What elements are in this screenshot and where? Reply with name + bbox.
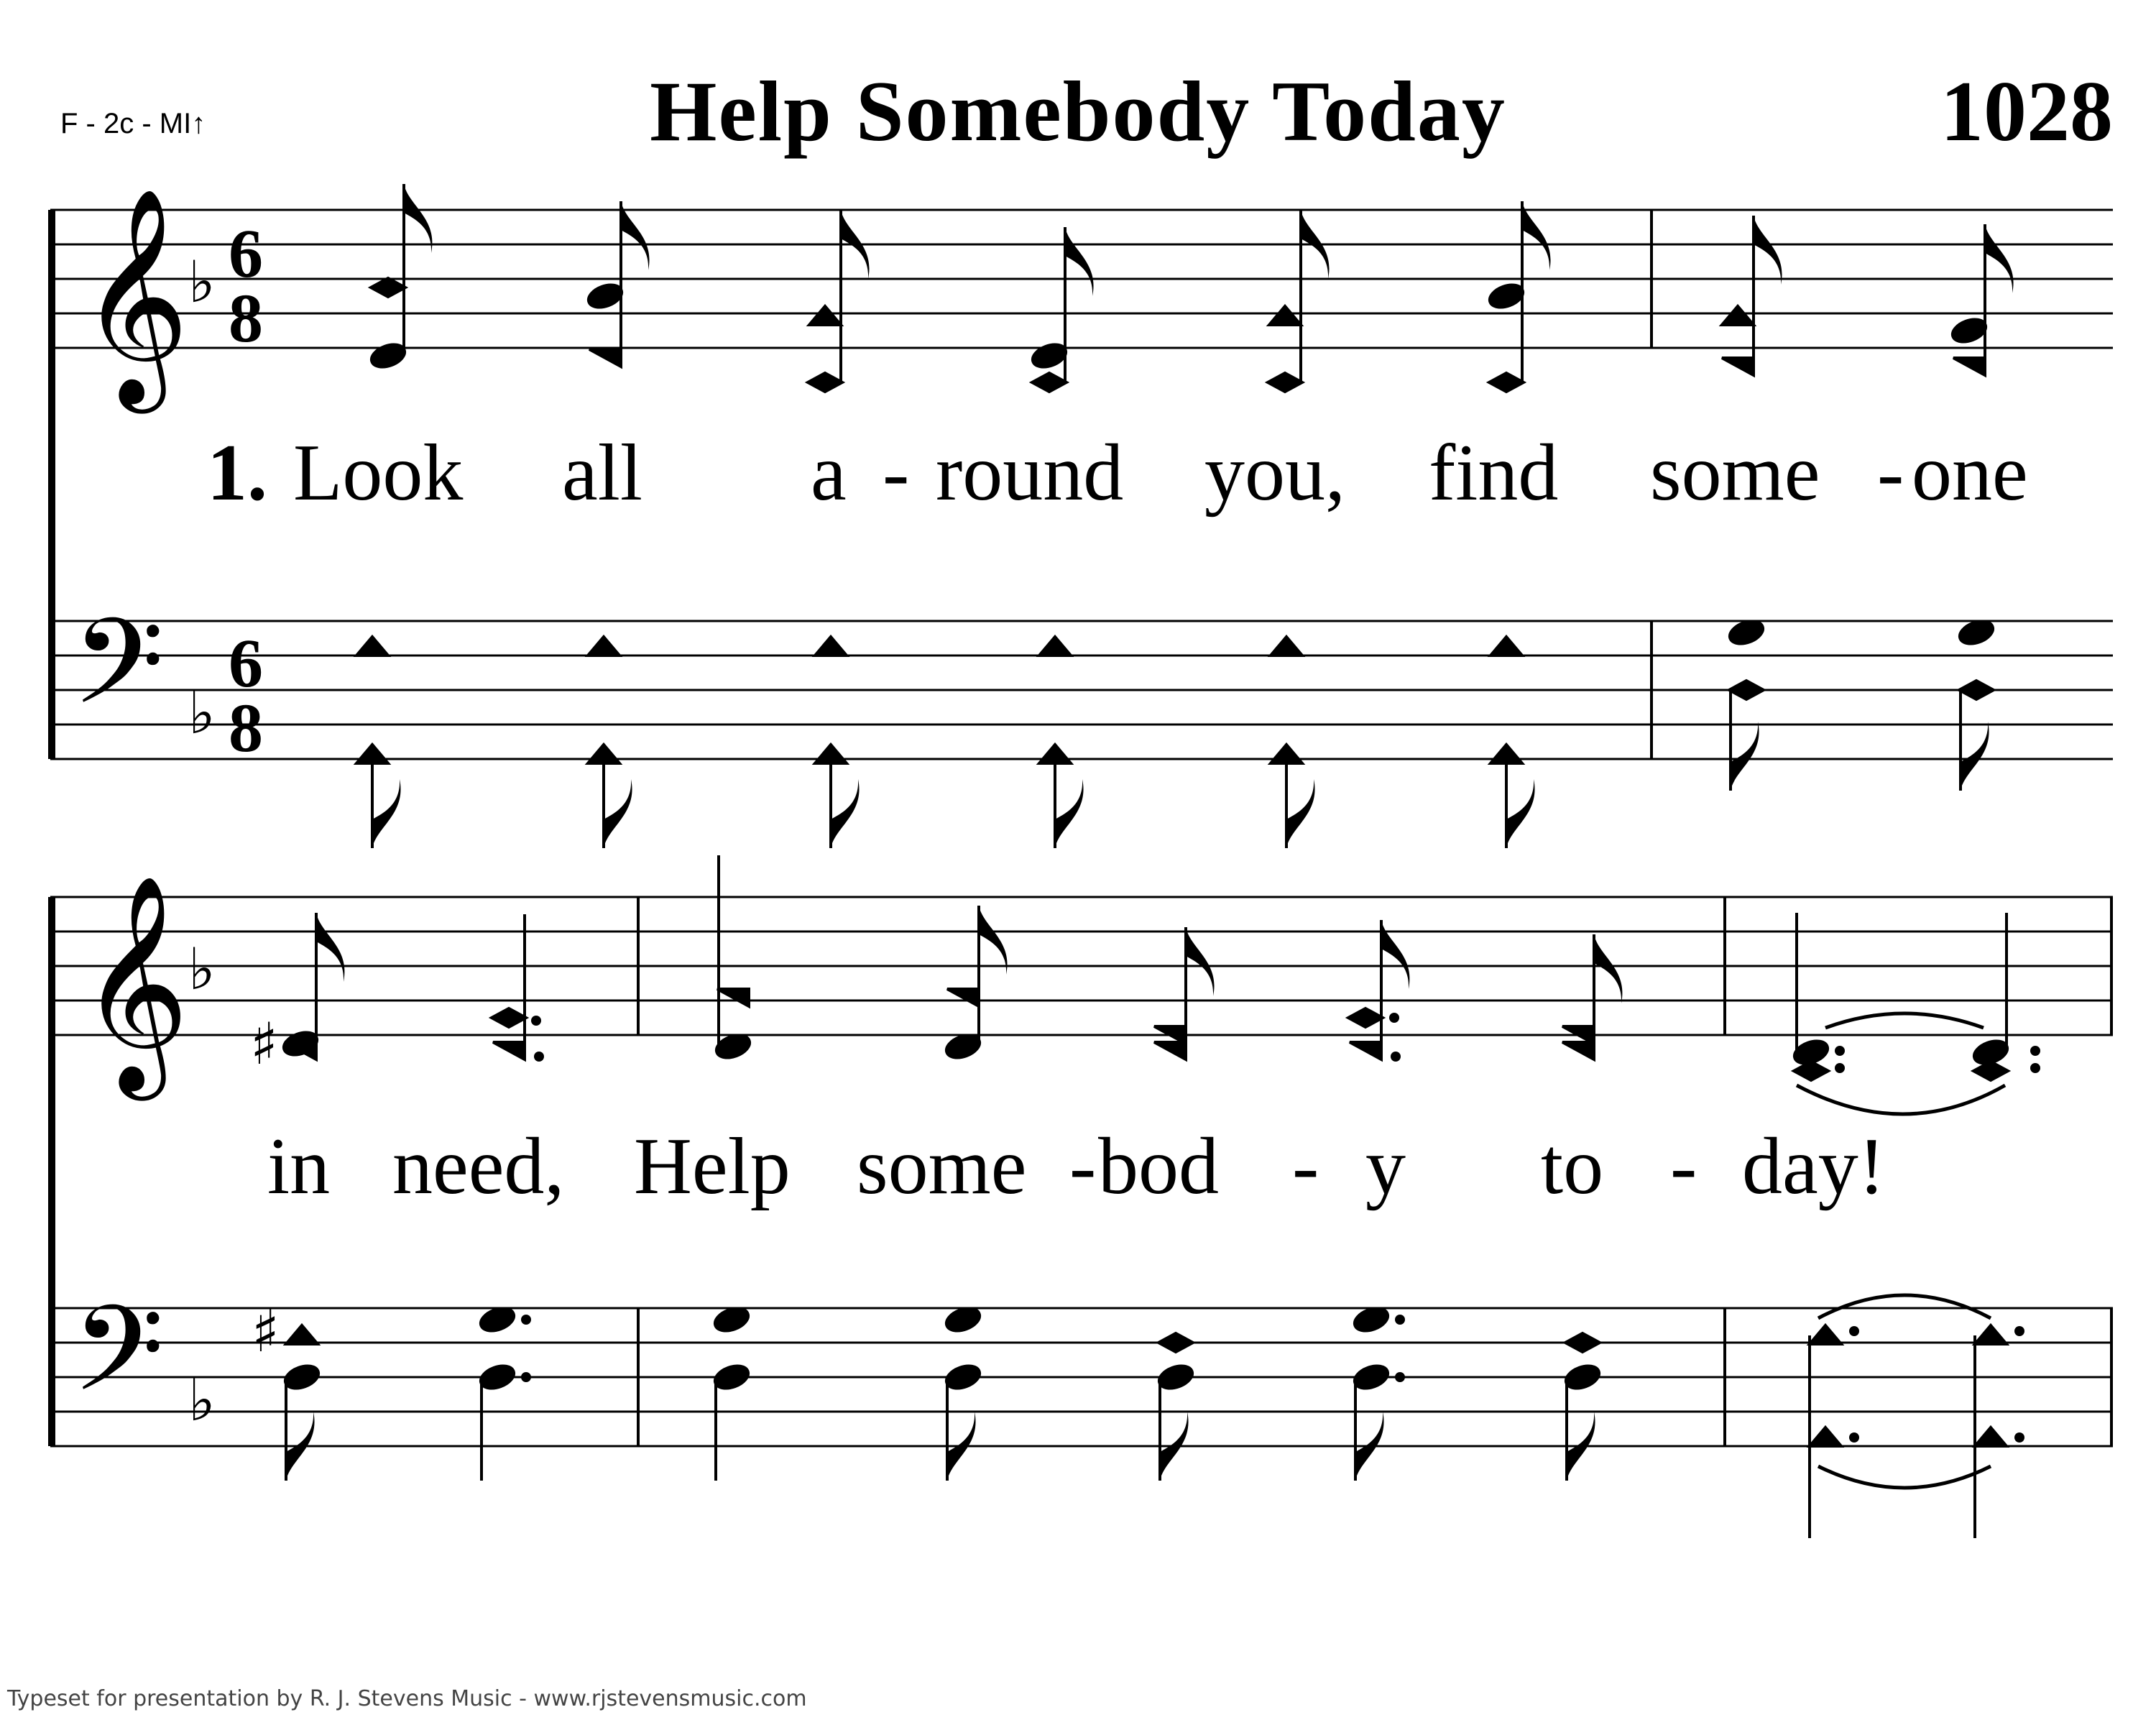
treble-staff-1 bbox=[50, 210, 2113, 348]
treble-staff-2 bbox=[50, 897, 2113, 1035]
time-signature-icon: 6 bbox=[229, 625, 263, 702]
lyric-syllable: to bbox=[1541, 1122, 1604, 1211]
lyric-hyphen: - bbox=[1292, 1122, 1319, 1211]
lyric-hyphen: - bbox=[883, 428, 910, 518]
treble-clef-icon: 𝄞 bbox=[79, 187, 190, 404]
lyric-syllable: need, bbox=[392, 1122, 565, 1211]
hymn-number: 1028 bbox=[1940, 63, 2113, 159]
tie-icon bbox=[1797, 1085, 2005, 1114]
lyric-syllable: in bbox=[267, 1122, 331, 1211]
bass-notes-1 bbox=[356, 617, 1996, 848]
flat-icon: ♭ bbox=[188, 680, 216, 747]
lyric-syllable: y bbox=[1365, 1122, 1406, 1211]
flat-icon: ♭ bbox=[188, 249, 216, 316]
lyric-hyphen: - bbox=[1877, 428, 1904, 518]
treble-notes-1 bbox=[369, 184, 2014, 392]
sharp-icon: ♯ bbox=[250, 1011, 278, 1077]
bass-staff-2 bbox=[50, 1308, 2113, 1446]
tie-icon bbox=[1825, 1013, 1984, 1028]
bass-staff-1 bbox=[50, 621, 2113, 759]
time-signature-icon: 8 bbox=[229, 689, 263, 766]
flat-icon: ♭ bbox=[188, 1367, 216, 1434]
tie-icon bbox=[1818, 1466, 1991, 1488]
lyric-hyphen: - bbox=[1069, 1122, 1097, 1211]
treble-clef-icon: 𝄞 bbox=[79, 874, 190, 1091]
time-signature-icon: 8 bbox=[229, 280, 263, 356]
hymn-title: Help Somebody Today bbox=[650, 63, 1506, 159]
lyrics-line-2 bbox=[267, 1122, 1885, 1211]
flat-icon: ♭ bbox=[188, 936, 216, 1003]
lyric-syllable: all bbox=[562, 428, 642, 518]
bass-clef-icon: 𝄢 bbox=[72, 593, 165, 760]
footer-credit: Typeset for presentation by R. J. Stevens Music - www.rjstevensmusic.com bbox=[7, 1686, 807, 1711]
lyric-syllable: a bbox=[811, 428, 847, 518]
tie-icon bbox=[1818, 1295, 1991, 1318]
key-code: F - 2c - MI↑ bbox=[60, 108, 206, 139]
bass-notes-2 bbox=[252, 1295, 2024, 1538]
lyric-syllable: find bbox=[1429, 428, 1559, 518]
sharp-icon: ♯ bbox=[252, 1298, 280, 1365]
time-signature-icon: 6 bbox=[229, 215, 263, 292]
lyric-syllable: bod bbox=[1098, 1122, 1219, 1211]
treble-notes-2 bbox=[250, 855, 2040, 1114]
lyric-hyphen: - bbox=[1670, 1122, 1697, 1211]
lyric-syllable: Look bbox=[293, 428, 464, 518]
lyric-syllable: you, bbox=[1204, 428, 1345, 518]
lyric-syllable: round bbox=[936, 428, 1124, 518]
lyrics-line-1 bbox=[207, 428, 2028, 518]
lyric-syllable: some bbox=[857, 1122, 1027, 1211]
lyric-syllable: one bbox=[1912, 428, 2028, 518]
lyric-syllable: 1. bbox=[207, 428, 267, 518]
lyric-syllable: some bbox=[1650, 428, 1820, 518]
bass-clef-icon: 𝄢 bbox=[72, 1280, 165, 1448]
lyric-syllable: Help bbox=[634, 1122, 791, 1211]
lyric-syllable: day! bbox=[1742, 1122, 1886, 1211]
